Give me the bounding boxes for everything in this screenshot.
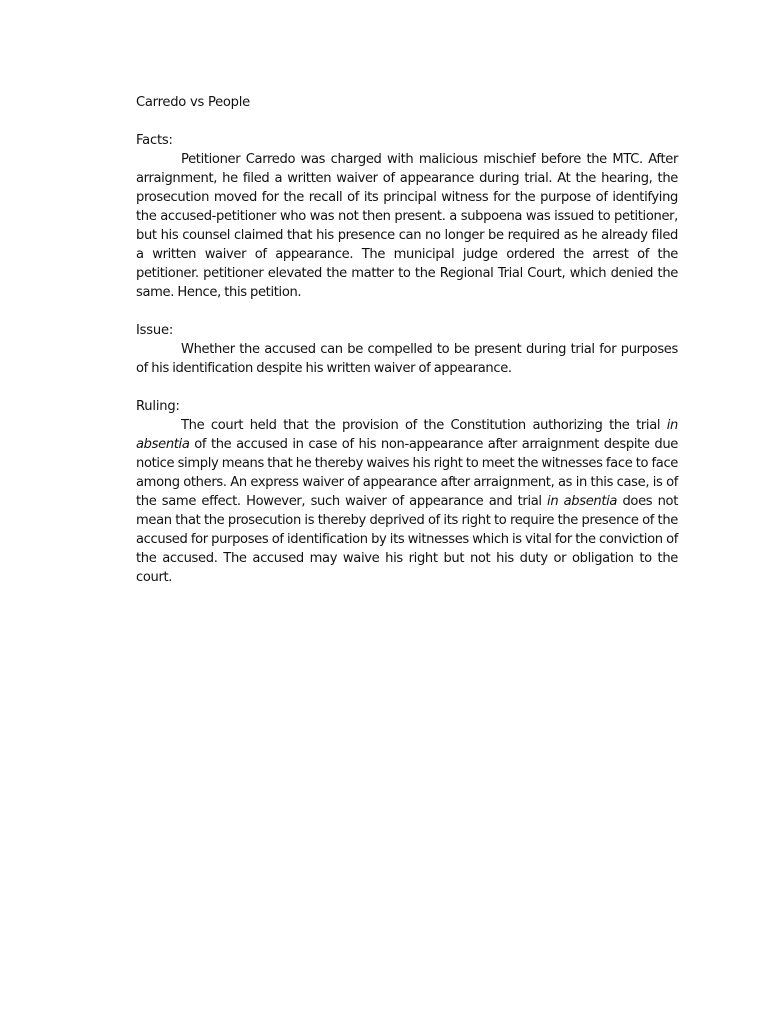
issue-heading: Issue: <box>136 323 174 338</box>
document-content <box>136 93 678 606</box>
ruling-italic-in-absentia-2: in absentia <box>547 494 618 509</box>
issue-paragraph: Whether the accused can be compelled to be present during trial for purposes of his identification despite his written waiver of appearance. <box>136 342 678 376</box>
document-title: Carredo vs People <box>136 95 250 110</box>
facts-heading: Facts: <box>136 133 173 148</box>
ruling-paragraph <box>136 416 678 587</box>
ruling-italic-in-absentia-1: in absentia <box>136 418 678 452</box>
facts-paragraph: Petitioner Carredo was charged with malicious mischief before the MTC. After arraignment, he filed a written waiver of appearance during trial. At the hearing, the prosecution moved for the recall of its principal witness for the purpose of identifying the accused-petitioner who was not then present. a subpoena was issued to petitioner, but his counsel claimed that his presence can no longer be required as he already filed a written waiver of appearance. The municipal judge ordered the arrest of the petitioner. petitioner elevated the matter to the Regional Trial Court, which denied the same. Hence, this petition. <box>136 152 678 300</box>
ruling-text-part-3: does not mean that the prosecution is thereby deprived of its right to require the presence of the accused for purposes of identification by its witnesses which is vital for the conviction of the accused. The accused may waive his right but not his duty or obligation to the court. <box>136 494 678 585</box>
ruling-heading: Ruling: <box>136 399 180 414</box>
ruling-text-part-2: of the accused in case of his non-appearance after arraignment despite due notice simply means that he thereby waives his right to meet the witnesses face to face among others. An express waiver of appearance after arraignment, as in this case, is of the same effect. However, such waiver of appearance and trial <box>136 437 678 509</box>
ruling-text-part-1: The court held that the provision of the Constitution authorizing the trial <box>181 418 667 433</box>
